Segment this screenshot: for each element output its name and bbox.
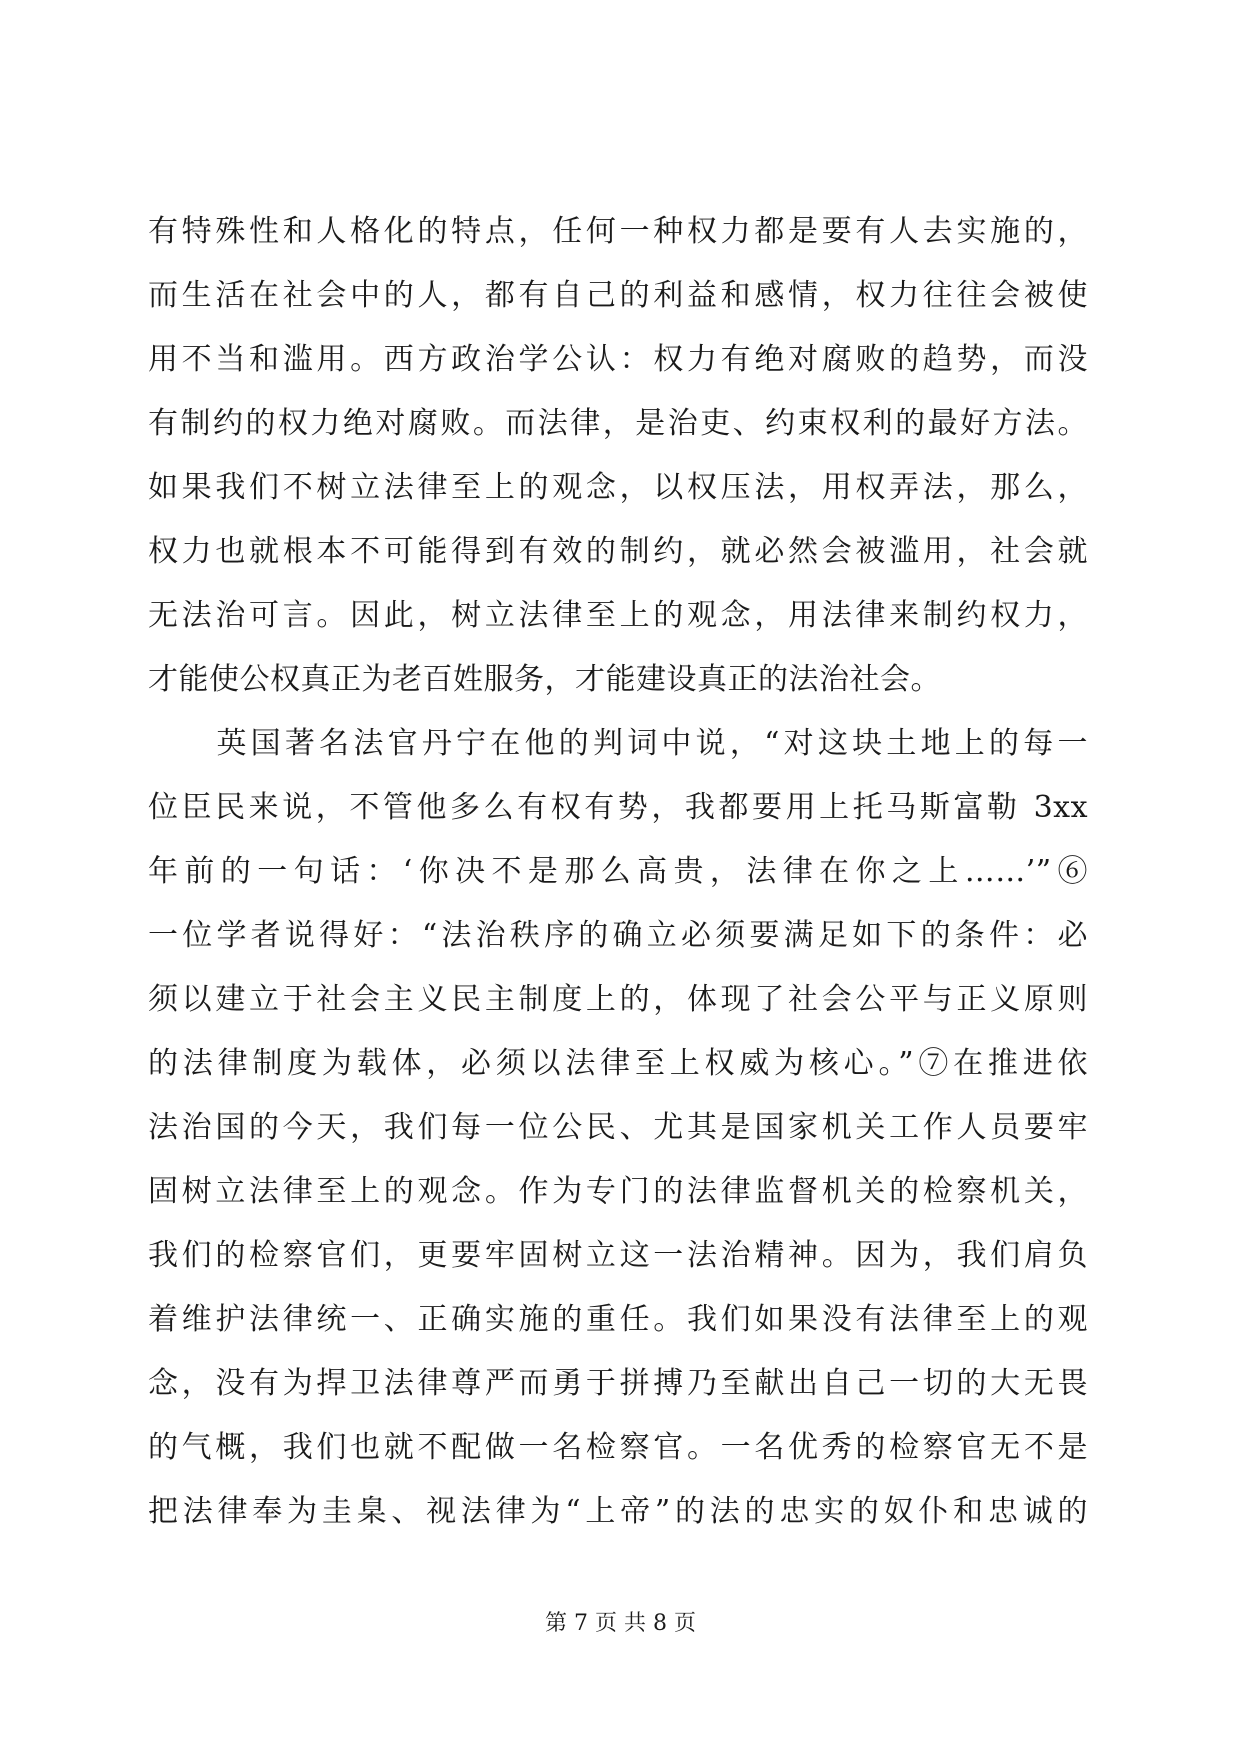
text-line: 年前的一句话：‘你决不是那么高贵，法律在你之上……’”⑥ [148, 854, 1088, 889]
text-line: 的法律制度为载体，必须以法律至上权威为核心。”⑦在推进依 [148, 1046, 1088, 1081]
text-line: 才能使公权真正为老百姓服务，才能建设真正的法治社会。 [148, 662, 941, 697]
text-line: 须以建立于社会主义民主制度上的，体现了社会公平与正义原则 [148, 982, 1088, 1017]
text-line: 固树立法律至上的观念。作为专门的法律监督机关的检察机关， [148, 1174, 1088, 1209]
text-line: 有制约的权力绝对腐败。而法律，是治吏、约束权利的最好方法。 [148, 406, 1088, 441]
text-line: 我们的检察官们，更要牢固树立这一法治精神。因为，我们肩负 [148, 1238, 1088, 1273]
text-line: 把法律奉为圭臬、视法律为“上帝”的法的忠实的奴仆和忠诚的 [148, 1494, 1088, 1529]
text-line: 念，没有为捍卫法律尊严而勇于拼搏乃至献出自己一切的大无畏 [148, 1366, 1088, 1401]
text-line: 着维护法律统一、正确实施的重任。我们如果没有法律至上的观 [148, 1302, 1088, 1337]
text-line: 法治国的今天，我们每一位公民、尤其是国家机关工作人员要牢 [148, 1110, 1088, 1145]
page-footer: 第 7 页 共 8 页 [545, 1611, 696, 1636]
text-line: 英国著名法官丹宁在他的判词中说，“对这块土地上的每一 [148, 726, 1088, 761]
text-line: 的气概，我们也就不配做一名检察官。一名优秀的检察官无不是 [148, 1430, 1088, 1465]
text-line: 位臣民来说，不管他多么有权有势，我都要用上托马斯富勒 3xx [148, 790, 1088, 825]
text-line: 而生活在社会中的人，都有自己的利益和感情，权力往往会被使 [148, 278, 1088, 313]
text-line: 无法治可言。因此，树立法律至上的观念，用法律来制约权力， [148, 598, 1088, 633]
text-line: 一位学者说得好：“法治秩序的确立必须要满足如下的条件：必 [148, 918, 1088, 953]
body-text [148, 200, 1088, 1544]
text-line: 权力也就根本不可能得到有效的制约，就必然会被滥用，社会就 [148, 534, 1088, 569]
text-line: 用不当和滥用。西方政治学公认：权力有绝对腐败的趋势，而没 [148, 342, 1088, 377]
text-line: 有特殊性和人格化的特点，任何一种权力都是要有人去实施的， [148, 214, 1088, 249]
text-line: 如果我们不树立法律至上的观念，以权压法，用权弄法，那么， [148, 470, 1088, 505]
